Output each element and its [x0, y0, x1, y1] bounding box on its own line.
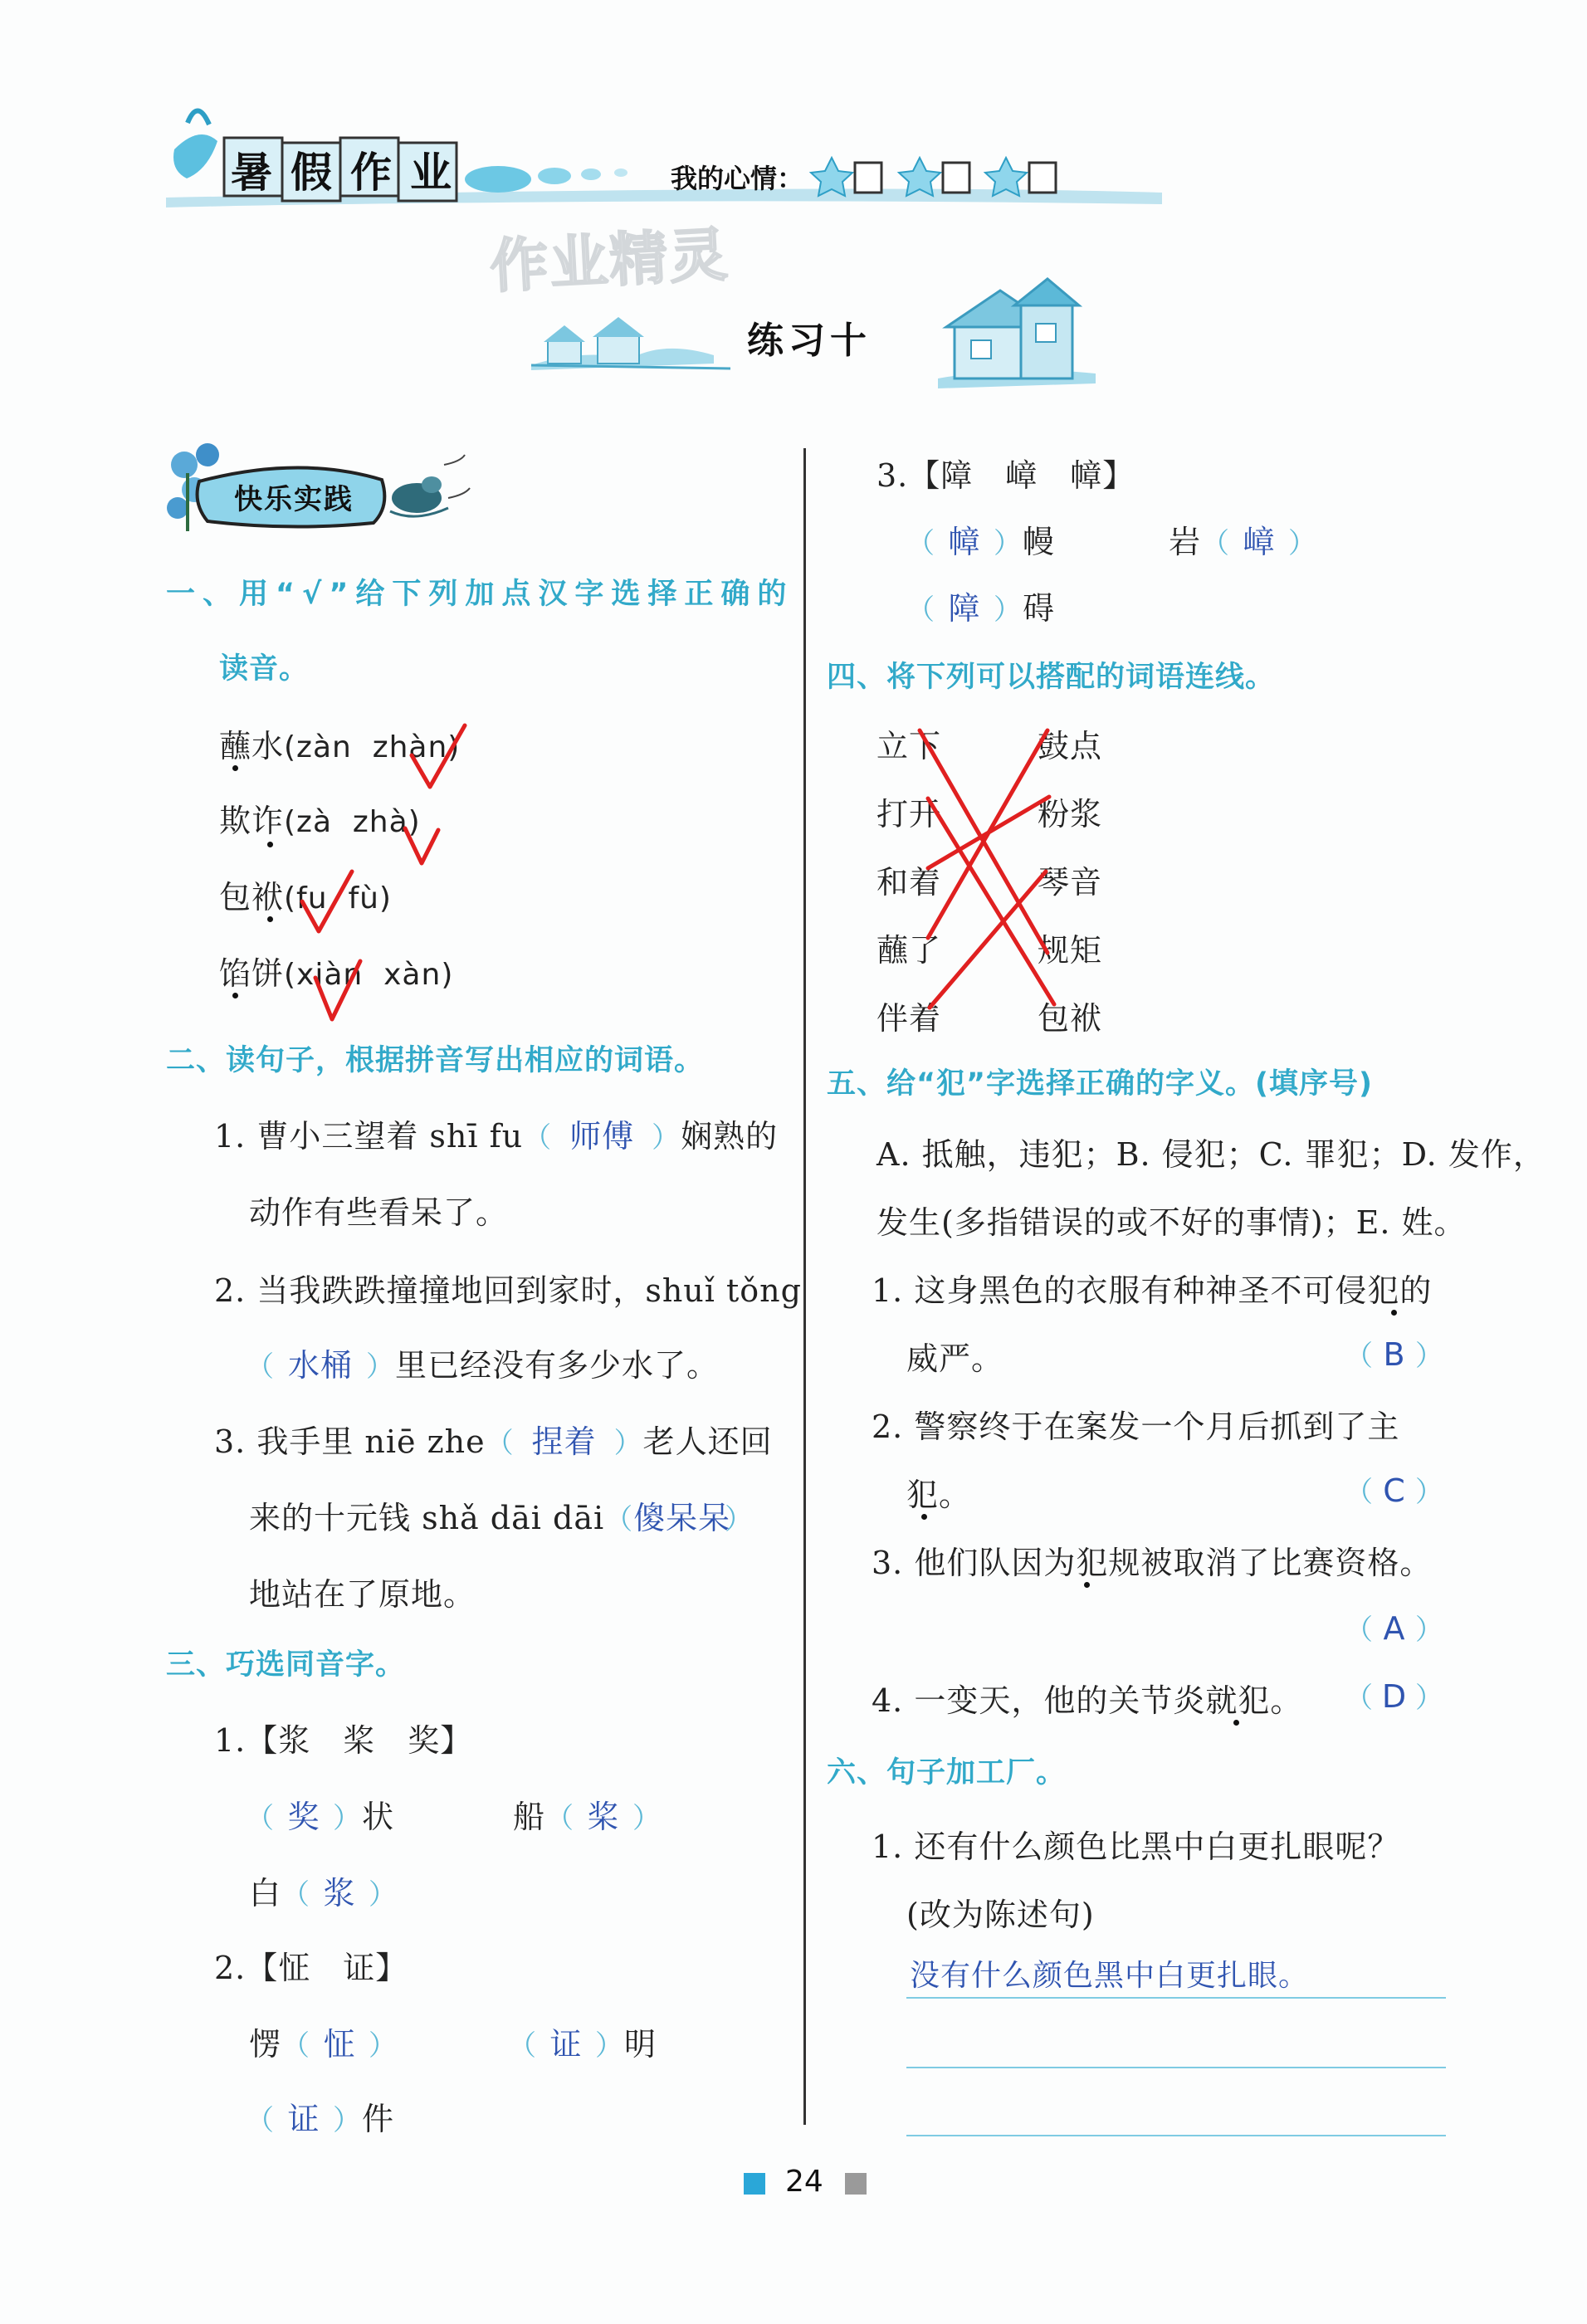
- q3-g1-b-prefix: 船: [513, 1799, 546, 1835]
- q2-sentence-1: [214, 1111, 778, 1156]
- mood-label: 我的心情：: [671, 163, 804, 194]
- watermark: 作业精灵: [488, 220, 731, 301]
- q1-item-2: [219, 795, 421, 841]
- paren-open: （: [545, 1802, 575, 1835]
- q5-item-1: 1. 这身黑色的衣服有种神圣不可侵犯的: [872, 1272, 1433, 1309]
- q2-s3-answer[interactable]: 捏着: [531, 1423, 597, 1460]
- q2-s3-continuation: 地站在了原地。: [249, 1576, 476, 1613]
- paren-open: （: [906, 527, 935, 560]
- q2-s1-answer[interactable]: 师傅: [569, 1118, 635, 1155]
- q1-item-options: (fu fù): [284, 881, 392, 915]
- q5-item-4: 4. 一变天，他的关节炎就犯。: [872, 1682, 1303, 1719]
- q3-g2-b-answer[interactable]: 证: [549, 2026, 583, 2063]
- q2-s3-text: 3. 我手里 niē zhe: [214, 1423, 486, 1460]
- q3-g1-b: [513, 1791, 662, 1837]
- paren-open: （: [281, 2029, 311, 2063]
- matching-line: [928, 798, 1054, 1004]
- paren-close: ）: [1415, 1682, 1444, 1715]
- q4-right-item[interactable]: 琴音: [1038, 864, 1103, 901]
- paren-open: （: [246, 1802, 275, 1835]
- q3-g2-b-suffix: 明: [624, 2026, 657, 2063]
- emphasis-dot: [232, 993, 238, 998]
- paren-close: ）: [994, 527, 1023, 560]
- page-number: 24: [785, 2165, 823, 2199]
- q1-item-options: (xiàn xàn): [284, 958, 454, 992]
- q3-g2-c: [246, 2093, 394, 2139]
- paren-open: （: [523, 1121, 553, 1155]
- emphasis-dot: [1391, 1310, 1397, 1316]
- q3-group-1-label: 1.【浆 桨 奖】: [214, 1722, 473, 1759]
- q1-item-options: (zà zhà): [284, 805, 421, 839]
- q6-answer[interactable]: 没有什么颜色黑中白更扎眼。: [910, 1959, 1310, 1993]
- emphasis-dot: [267, 916, 273, 922]
- mood-box[interactable]: [855, 163, 881, 193]
- q3-g2-a: [249, 2019, 398, 2064]
- matching-line: [928, 730, 1047, 938]
- paren-close: ）: [369, 1878, 398, 1911]
- q3-g3-a-answer[interactable]: 幛: [948, 524, 981, 560]
- paren-open: （: [246, 2104, 275, 2137]
- q3-g3-b: [1169, 516, 1317, 562]
- q5-definitions-2: 发生(多指错误的或不好的事情)；E. 姓。: [877, 1204, 1467, 1241]
- q1-item-word: 蘸水: [219, 728, 285, 764]
- paren-close: ）: [725, 1503, 754, 1536]
- q3-g1-c-prefix: 白: [249, 1875, 282, 1911]
- q2-s3-text-2: 来的十元钱 shǎ dāi dāi: [249, 1500, 605, 1536]
- q1-item-word: 馅饼: [219, 955, 285, 992]
- paren-open: （: [1201, 527, 1231, 560]
- emphasis-dot: [921, 1514, 927, 1520]
- emphasis-dot: [232, 765, 238, 771]
- paren-open: （: [1345, 1340, 1374, 1373]
- q1-item-4: [219, 948, 453, 994]
- q5-definitions-1: A. 抵触，违犯；B. 侵犯；C. 罪犯；D. 发作，: [877, 1136, 1545, 1173]
- paren-open: （: [1345, 1682, 1374, 1715]
- q3-g1-a: [246, 1791, 394, 1837]
- q2-s2-text-end: 里已经没有多少水了。: [395, 1347, 720, 1384]
- q3-g3-c-answer[interactable]: 障: [948, 590, 981, 627]
- mood-box[interactable]: [1029, 163, 1056, 193]
- q6-item-1: 1. 还有什么颜色比黑中白更扎眼呢？: [872, 1828, 1400, 1865]
- q3-group-3-label: 3.【障 嶂 幛】: [877, 457, 1135, 494]
- answer-line: [906, 2135, 1446, 2136]
- q5-title: 五、给“犯”字选择正确的字义。(填序号): [827, 1067, 1373, 1101]
- q5-item-3-answer-box: [1345, 1607, 1444, 1648]
- paren-open: （: [906, 593, 935, 627]
- q2-title: 二、读句子，根据拼音写出相应的词语。: [166, 1044, 705, 1077]
- column-divider: [803, 448, 806, 2125]
- q2-s3-text-end: 老人还回: [642, 1423, 773, 1460]
- paren-close: ）: [595, 2029, 624, 2063]
- paren-close: ）: [366, 1350, 395, 1384]
- paren-close: ）: [632, 1802, 662, 1835]
- q2-sentence-2-line2: [246, 1340, 719, 1385]
- q3-group-2-label: 2.【怔 证】: [214, 1950, 408, 1986]
- q1-title-line1: 一、用“√”给下列加点汉字选择正确的: [166, 578, 794, 611]
- q4-left-item[interactable]: 和着: [877, 864, 942, 901]
- mood-box[interactable]: [943, 163, 969, 193]
- q3-g2-b: [508, 2019, 657, 2064]
- paren-close: ）: [1415, 1476, 1444, 1509]
- q5-item-2-cont: 犯。: [906, 1477, 972, 1513]
- q5-item-2-answer-box: [1345, 1469, 1444, 1510]
- paren-open: （: [1345, 1476, 1374, 1509]
- q1-item-1: [219, 720, 460, 766]
- q4-right-item[interactable]: 鼓点: [1038, 728, 1103, 764]
- q5-item-2-answer[interactable]: C: [1383, 1472, 1406, 1509]
- q5-item-4-answer-box: [1345, 1675, 1444, 1716]
- paren-open: （: [1345, 1614, 1374, 1647]
- q2-s1-text: 1. 曹小三望着 shī fu: [214, 1118, 524, 1155]
- q1-title-line2: 读音。: [219, 652, 310, 686]
- paren-close: ）: [613, 1427, 643, 1460]
- q3-g2-a-prefix: 愣: [249, 2026, 282, 2063]
- answer-line: [906, 2067, 1446, 2068]
- q5-item-3-answer[interactable]: A: [1383, 1610, 1406, 1647]
- q4-right-item[interactable]: 规矩: [1038, 932, 1103, 969]
- q4-right-item[interactable]: 包袱: [1038, 1000, 1103, 1037]
- q3-g3-b-prefix: 岩: [1169, 524, 1202, 560]
- paren-open: （: [604, 1503, 634, 1536]
- paren-open: （: [246, 1350, 275, 1384]
- q4-left-item[interactable]: 立下: [877, 728, 942, 764]
- q1-item-word: 欺诈: [219, 803, 285, 839]
- q5-item-1-cont: 威严。: [906, 1340, 1004, 1377]
- emphasis-dot: [1233, 1720, 1239, 1726]
- q5-item-1-answer-box: [1345, 1333, 1444, 1374]
- paren-close: ）: [333, 2104, 362, 2137]
- page-marker-blue: [744, 2173, 765, 2195]
- paren-close: ）: [994, 593, 1023, 627]
- lesson-title: 练习十: [747, 320, 872, 362]
- section-badge: 快乐实践: [234, 483, 354, 516]
- q2-s1-continuation: 动作有些看呆了。: [249, 1194, 509, 1231]
- q2-sentence-2: 2. 当我跌跌撞撞地回到家时，shuǐ tǒng: [214, 1272, 802, 1309]
- turtle-icon: [390, 455, 470, 516]
- q3-g1-c-answer[interactable]: 浆: [323, 1875, 356, 1911]
- paren-open: （: [508, 2029, 537, 2063]
- emphasis-dot: [267, 842, 273, 847]
- q2-sentence-3: [214, 1416, 773, 1462]
- q2-s3-answer-2[interactable]: 傻呆呆: [633, 1500, 731, 1536]
- q4-left-item[interactable]: 打开: [877, 796, 942, 832]
- q3-g1-a-answer[interactable]: 奖: [287, 1799, 320, 1835]
- q5-item-4-answer[interactable]: D: [1381, 1678, 1408, 1715]
- q1-item-3: [219, 872, 392, 917]
- paren-close: ）: [333, 1802, 362, 1835]
- q6-item-1-instruction: (改为陈述句): [906, 1897, 1095, 1933]
- q3-g1-b-answer[interactable]: 桨: [587, 1799, 620, 1835]
- q4-right-item[interactable]: 粉浆: [1038, 796, 1103, 832]
- paren-close: ）: [1415, 1614, 1444, 1647]
- q2-sentence-3-line2: [249, 1492, 754, 1538]
- q4-left-item[interactable]: 伴着: [877, 1000, 942, 1037]
- q5-item-2: 2. 警察终于在案发一个月后抓到了主: [872, 1409, 1400, 1445]
- matching-line: [930, 872, 1046, 1008]
- q3-g3-c: [906, 583, 1055, 628]
- paren-close: ）: [1288, 527, 1318, 560]
- q3-title: 三、巧选同音字。: [166, 1648, 406, 1682]
- q3-g1-a-suffix: 状: [362, 1799, 395, 1835]
- answer-line: [906, 1997, 1446, 1999]
- paren-close: ）: [369, 2029, 398, 2063]
- book-title: 暑假作业: [231, 149, 470, 197]
- q4-left-item[interactable]: 蘸了: [877, 932, 942, 969]
- emphasis-dot: [1084, 1582, 1090, 1588]
- q5-item-1-answer[interactable]: B: [1383, 1336, 1406, 1373]
- q3-g2-c-answer[interactable]: 证: [287, 2101, 320, 2137]
- q2-s1-text-end: 娴熟的: [681, 1118, 779, 1155]
- q3-g3-a-suffix: 幔: [1023, 524, 1056, 560]
- paren-open: （: [281, 1878, 311, 1911]
- paren-close: ）: [652, 1121, 681, 1155]
- q3-g2-a-answer[interactable]: 怔: [323, 2026, 356, 2063]
- matching-line: [928, 797, 1049, 868]
- q4-title: 四、将下列可以搭配的词语连线。: [827, 661, 1276, 694]
- q5-item-3: 3. 他们队因为犯规被取消了比赛资格。: [872, 1545, 1433, 1581]
- q6-title: 六、句子加工厂。: [827, 1756, 1067, 1789]
- q1-item-word: 包袱: [219, 879, 285, 915]
- q3-g2-c-suffix: 件: [362, 2101, 395, 2137]
- q3-g1-c: [249, 1868, 398, 1913]
- q2-s2-answer[interactable]: 水桶: [287, 1347, 353, 1384]
- paren-close: ）: [1415, 1340, 1444, 1373]
- paren-open: （: [485, 1427, 515, 1460]
- q3-g3-c-suffix: 碍: [1023, 590, 1056, 627]
- q3-g3-a: [906, 516, 1055, 562]
- page-marker-gray: [845, 2173, 867, 2195]
- q3-g3-b-answer[interactable]: 嶂: [1243, 524, 1276, 560]
- q1-item-options: (zàn zhàn): [284, 730, 461, 764]
